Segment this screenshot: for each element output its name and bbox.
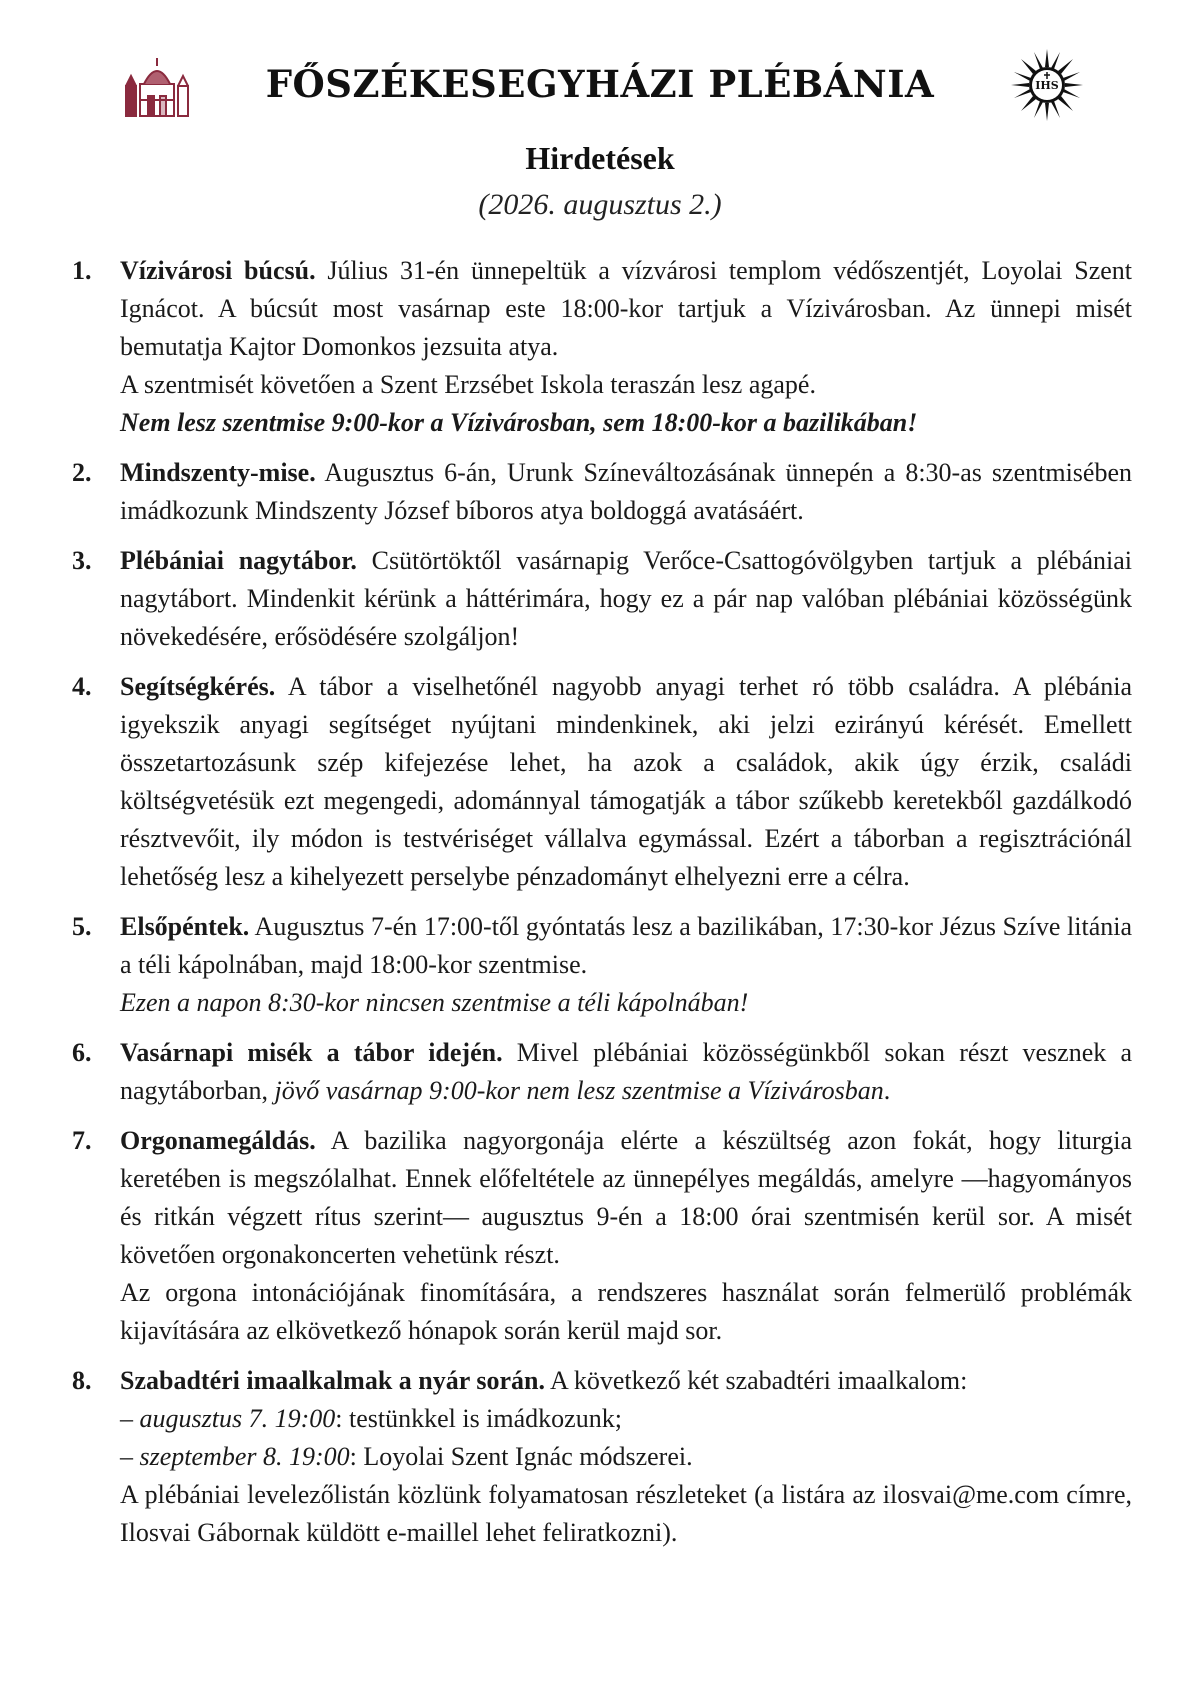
item-number: 3. bbox=[72, 546, 92, 575]
event-description: : testünkkel is imádkozunk; bbox=[335, 1404, 622, 1433]
item-heading: Vízivárosi búcsú. bbox=[120, 256, 316, 285]
page-header bbox=[0, 48, 1200, 128]
announcement-item bbox=[72, 908, 1132, 1022]
section-heading: Hirdetések bbox=[525, 140, 675, 176]
item-heading: Plébániai nagytábor. bbox=[120, 546, 357, 575]
item-text-end: . bbox=[883, 1076, 891, 1105]
item-heading: Mindszenty-mise. bbox=[120, 458, 316, 487]
page-title: FŐSZÉKESEGYHÁZI PLÉBÁNIA bbox=[265, 62, 935, 106]
item-note: Ezen a napon 8:30-kor nincsen szentmise a téli kápolnában! bbox=[120, 988, 749, 1017]
event-date: – augusztus 7. 19:00 bbox=[120, 1404, 336, 1433]
announcement-item bbox=[72, 1034, 1132, 1110]
item-number: 6. bbox=[72, 1038, 92, 1067]
item-paragraph: A szentmisét követően a Szent Erzsébet Iskola teraszán lesz agapé. bbox=[120, 370, 816, 399]
event-description: : Loyolai Szent Ignác módszerei. bbox=[349, 1442, 693, 1471]
svg-text:IHS: IHS bbox=[1035, 79, 1059, 92]
announcement-item bbox=[72, 542, 1132, 656]
announcement-item bbox=[72, 454, 1132, 530]
item-text: Augusztus 6-án, Urunk Színeváltozásának ünnepén a 8:30-as szentmisében imádkozunk Mindszenty József bíboros atya boldoggá avatásáért. bbox=[120, 458, 1132, 525]
item-heading: Orgonamegáldás. bbox=[120, 1126, 316, 1155]
item-text: A bazilika nagyorgonája elérte a készültség azon fokát, hogy liturgia keretében is megszólalhat. Ennek előfeltétele az ünnepélyes megáldás, amelyre —hagyományos és ritkán végzett rítus szerint— augusztus 9-én a 18:00 órai szentmisén kerül sor. A misét követően orgonakoncerten vehetünk részt. bbox=[120, 1126, 1132, 1269]
announcement-item bbox=[72, 252, 1132, 442]
item-italic-text: jövő vasárnap 9:00-kor nem lesz szentmise a Vízivárosban bbox=[274, 1076, 884, 1105]
item-number: 5. bbox=[72, 912, 92, 941]
event-line bbox=[120, 1400, 1132, 1438]
item-number: 2. bbox=[72, 458, 92, 487]
item-number: 7. bbox=[72, 1126, 92, 1155]
item-paragraph: Az orgona intonációjának finomítására, a rendszeres használat során felmerülő problémák kijavítására az elkövetkező hónapok során kerül majd sor. bbox=[120, 1278, 1132, 1345]
item-heading: Vasárnapi misék a tábor idején. bbox=[120, 1038, 503, 1067]
item-heading: Szabadtéri imaalkalmak a nyár során. bbox=[120, 1366, 545, 1395]
item-paragraph: A plébániai levelezőlistán közlünk folyamatosan részleteket (a listára az ilosvai@me.com címre, Ilosvai Gábornak küldött e-maillel lehet feliratkozni). bbox=[120, 1480, 1132, 1547]
item-text: A következő két szabadtéri imaalkalom: bbox=[544, 1366, 968, 1395]
item-heading: Segítségkérés. bbox=[120, 672, 276, 701]
event-date: – szeptember 8. 19:00 bbox=[120, 1442, 350, 1471]
announcement-date: (2026. augusztus 2.) bbox=[478, 188, 722, 221]
event-line bbox=[120, 1438, 1132, 1476]
item-number: 4. bbox=[72, 672, 92, 701]
announcement-item bbox=[72, 1362, 1132, 1552]
announcement-item bbox=[72, 1122, 1132, 1350]
announcement-item bbox=[72, 668, 1132, 896]
item-text: Mivel plébániai közösségünkből sokan részt vesznek a nagytáborban, bbox=[120, 1038, 1132, 1105]
item-text: Július 31-én ünnepeltük a vízvárosi templom védőszentjét, Loyolai Szent Ignácot. A búcsút most vasárnap este 18:00-kor tartjuk a Vízivárosban. Az ünnepi misét bemutatja Kajtor Domonkos jezsuita atya. bbox=[120, 256, 1132, 361]
item-text: Augusztus 7-én 17:00-től gyóntatás lesz a bazilikában, 17:30-kor Jézus Szíve litánia a téli kápolnában, majd 18:00-kor szentmise. bbox=[120, 912, 1132, 979]
item-text: A tábor a viselhetőnél nagyobb anyagi terhet ró több családra. A plébánia igyekszik anyagi segítséget nyújtani mindenkinek, aki jelzi ezirányú kérését. Emellett összetartozásunk szép kifejezése lehet, ha azok a családok, akik úgy érzik, családi költségvetésük ezt megengedi, adománnyal támogatják a tábor szűkebb keretekből gazdálkodó résztvevőit, ily módon is testvériséget vállalva egymással. Ezért a táborban a regisztrációnál lehetőség lesz a kihelyezett perselybe pénzadományt elhelyezni erre a célra. bbox=[120, 672, 1132, 891]
item-note: Nem lesz szentmise 9:00-kor a Vízivárosban, sem 18:00-kor a bazilikában! bbox=[120, 408, 918, 437]
item-number: 8. bbox=[72, 1366, 92, 1395]
announcement-list bbox=[72, 252, 1132, 1564]
ihs-sunburst-icon bbox=[1010, 48, 1084, 122]
item-heading: Elsőpéntek. bbox=[120, 912, 250, 941]
item-number: 1. bbox=[72, 256, 92, 285]
item-text: Csütörtöktől vasárnapig Verőce-Csattogóvölgyben tartjuk a plébániai nagytábort. Mindenkit kérünk a háttérimára, hogy ez a pár nap valóban plébániai közösségünk növekedésére, erősödésére szolgáljon! bbox=[120, 546, 1132, 651]
